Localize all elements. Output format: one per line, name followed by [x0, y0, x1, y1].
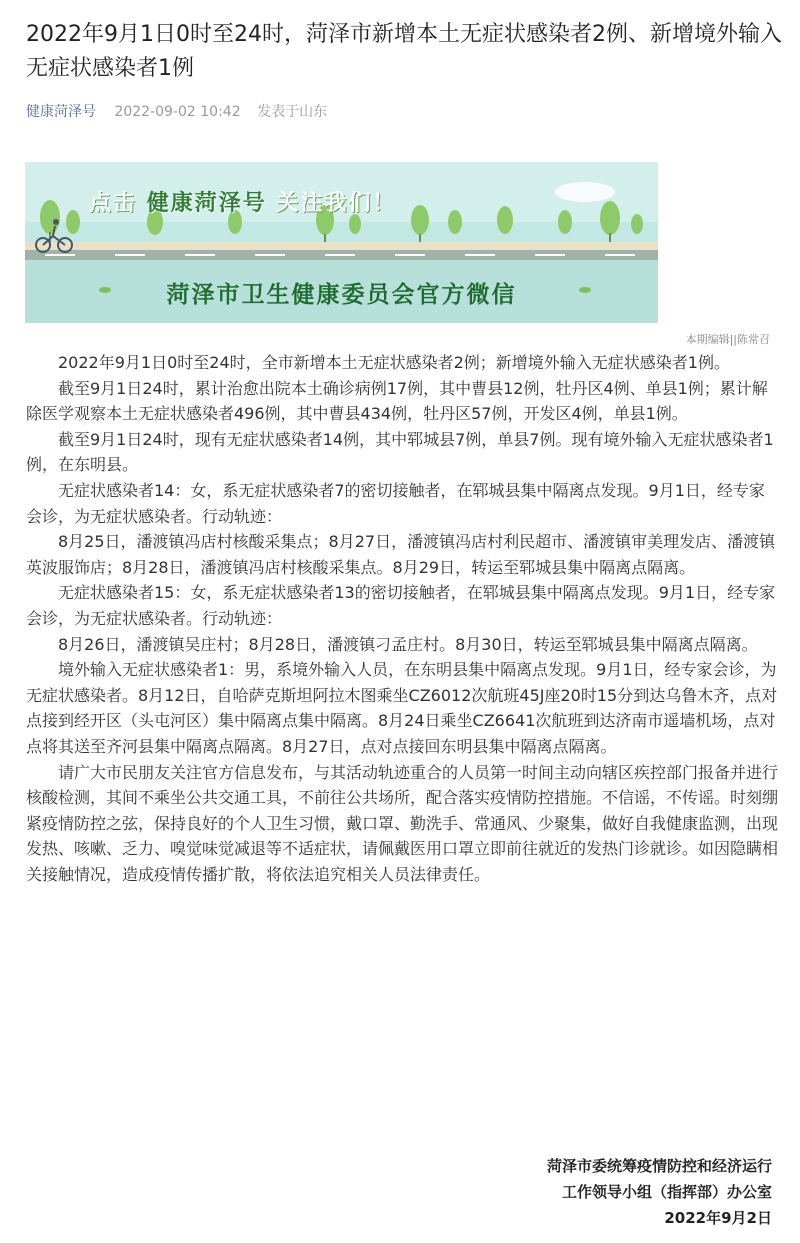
banner-official-text: 菏泽市卫生健康委员会官方微信: [166, 282, 517, 308]
paragraph: 无症状感染者14：女，系无症状感染者7的密切接触者，在郓城县集中隔离点发现。9月1日，经专家会诊，为无症状感染者。行动轨迹：: [26, 480, 765, 526]
banner-top-highlight: 健康菏泽号: [146, 191, 267, 216]
paragraph: 截至9月1日24时，累计治愈出院本土确诊病例17例，其中曹县12例，牡丹区4例、单县1例；累计解除医学观察本土无症状感染者496例，其中曹县434例，牡丹区57例，开发区4例，单县1例。: [26, 378, 768, 424]
article-title: 2022年9月1日0时至24时，菏泽市新增本土无症状感染者2例、新增境外输入无症状感染者1例: [26, 22, 782, 81]
paragraph: 无症状感染者15：女，系无症状感染者13的密切接触者，在郓城县集中隔离点发现。9月1日，经专家会诊，为无症状感染者。行动轨迹：: [26, 583, 776, 628]
follow-banner-image[interactable]: [25, 162, 658, 323]
signature-line-2: 工作领导小组（指挥部）办公室: [561, 1183, 772, 1201]
banner-top-prefix: 点击: [89, 191, 138, 216]
signature-date: 2022年9月2日: [664, 1209, 772, 1227]
paragraph: 2022年9月1日0时至24时，全市新增本土无症状感染者2例；新增境外输入无症状感染者1例。: [58, 353, 730, 372]
editor-note: 本期编辑||陈常召: [685, 333, 770, 346]
article-signature: [547, 1153, 772, 1231]
banner-follow-text: [89, 186, 396, 217]
paragraph: 8月26日，潘渡镇吴庄村；8月28日，潘渡镇刁孟庄村。8月30日，转运至郓城县集中隔离点隔离。: [58, 634, 758, 654]
paragraph: 截至9月1日24时，现有无症状感染者14例，其中郓城县7例，单县7例。现有境外输入无症状感染者1例，在东明县。: [26, 429, 774, 475]
paragraph: 请广大市民朋友关注官方信息发布，与其活动轨迹重合的人员第一时间主动向辖区疾控部门报备并进行核酸检测，其间不乘坐公共交通工具，不前往公共场所，配合落实疫情防控措施。不信谣，不传谣。时刻绷紧疫情防控之弦，保持良好的个人卫生习惯，戴口罩、勤洗手、常通风、少聚集，做好自我健康监测，出现发热、咳嗽、乏力、嗅觉味觉减退等不适症状，请佩戴医用口罩立即前往就近的发热门诊就诊。如因隐瞒相关接触情况，造成疫情传播扩散，将依法追究相关人员法律责任。: [26, 762, 779, 884]
paragraph: 境外输入无症状感染者1：男，系境外输入人员，在东明县集中隔离点发现。9月1日，经专家会诊，为无症状感染者。8月12日，自哈萨克斯坦阿拉木图乘坐CZ6012次航班45J座20时15分到达乌鲁木齐，点对点接到经开区（头屯河区）集中隔离点集中隔离。8月24日乘坐CZ6641次航班到达济南市遥墙机场，点对点将其送至齐河县集中隔离点隔离。8月27日，点对点接回东明县集中隔离点隔离。: [26, 660, 778, 756]
account-name-link[interactable]: 健康菏泽号: [26, 104, 96, 120]
article-meta: [26, 101, 327, 123]
publish-time: 2022-09-02 10:42: [114, 104, 241, 120]
banner-top-suffix: 关注我们！: [276, 191, 397, 216]
publish-location: 发表于山东: [257, 104, 328, 120]
article-body: [26, 350, 778, 887]
signature-line-1: 菏泽市委统筹疫情防控和经济运行: [546, 1157, 772, 1175]
paragraph: 8月25日，潘渡镇冯店村核酸采集点；8月27日，潘渡镇冯店村利民超市、潘渡镇审美理发店、潘渡镇英波服饰店；8月28日，潘渡镇冯店村核酸采集点。8月29日，转运至郓城县集中隔离点隔离。: [26, 532, 776, 577]
